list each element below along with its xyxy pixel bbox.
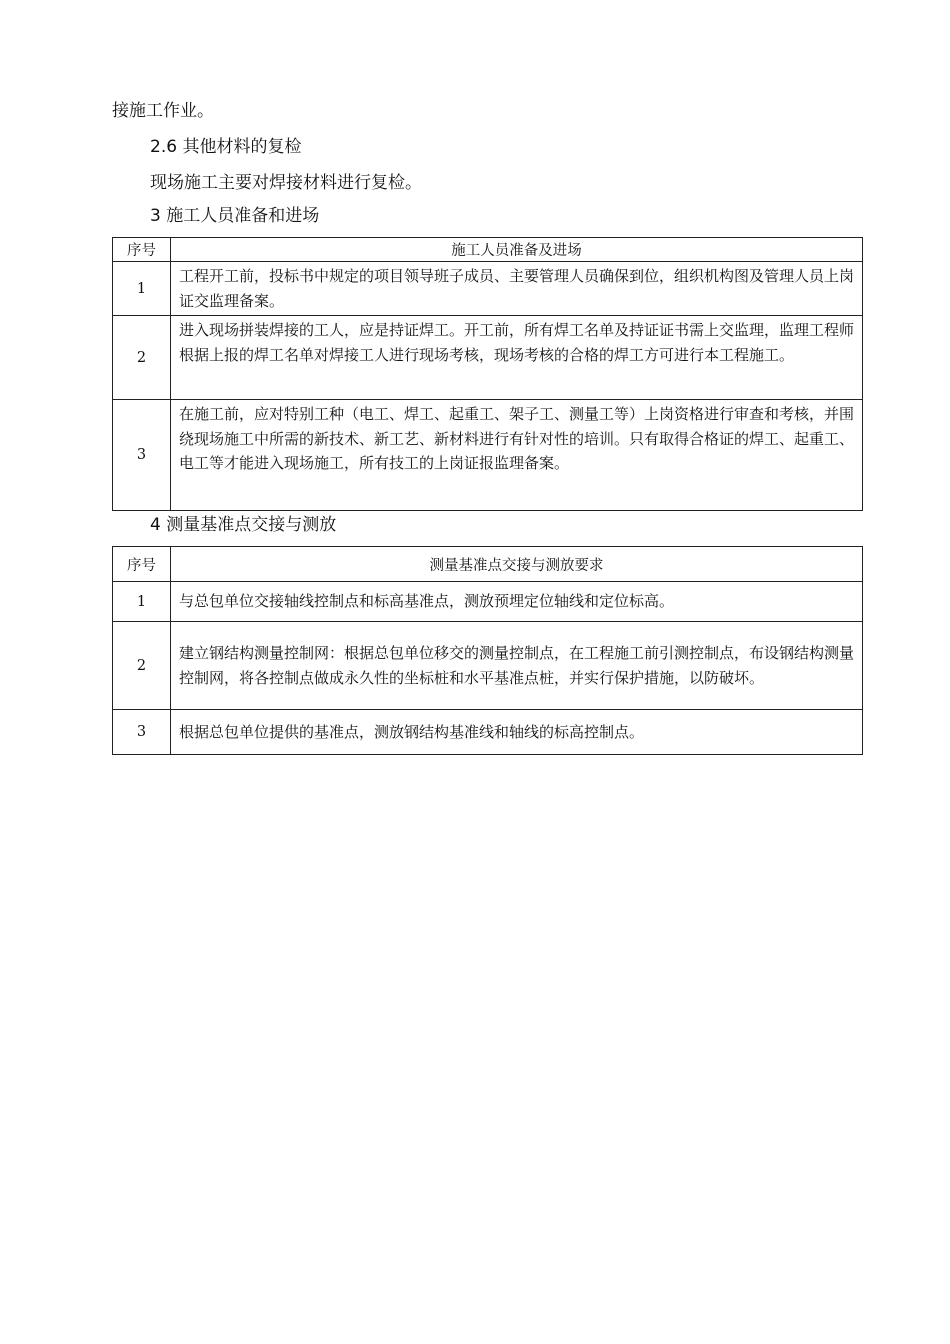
row-number: 3 [113,400,171,511]
row-number: 1 [113,262,171,316]
section-2-6-body: 现场施工主要对焊接材料进行复检。 [150,173,422,193]
row-text: 与总包单位交接轴线控制点和标高基准点，测放预埋定位轴线和定位标高。 [171,582,863,622]
continuation-text: 接施工作业。 [112,101,214,121]
table-row [113,622,863,710]
table-row [113,582,863,622]
table-row [113,400,863,511]
section-2-6-heading: 2.6 其他材料的复检 [150,137,302,157]
section-4-heading: 4 测量基准点交接与测放 [150,515,337,535]
table-row [113,262,863,316]
row-text: 工程开工前，投标书中规定的项目领导班子成员、主要管理人员确保到位，组织机构图及管理人员上岗证交监理备案。 [171,262,863,316]
column-header-content: 施工人员准备及进场 [171,238,863,262]
column-header-number: 序号 [113,547,171,582]
row-number: 3 [113,710,171,755]
row-text: 建立钢结构测量控制网：根据总包单位移交的测量控制点，在工程施工前引测控制点，布设钢结构测量控制网，将各控制点做成永久性的坐标桩和水平基准点桩，并实行保护措施，以防破坏。 [171,622,863,710]
table-row [113,316,863,400]
row-number: 2 [113,622,171,710]
table-row [113,710,863,755]
column-header-content: 测量基准点交接与测放要求 [171,547,863,582]
personnel-table [112,237,863,511]
column-header-number: 序号 [113,238,171,262]
survey-table [112,546,863,755]
row-text: 在施工前，应对特别工种（电工、焊工、起重工、架子工、测量工等）上岗资格进行审查和考核，并围绕现场施工中所需的新技术、新工艺、新材料进行有针对性的培训。只有取得合格证的焊工、起重工、电工等才能进入现场施工，所有技工的上岗证报监理备案。 [171,400,863,511]
row-text: 根据总包单位提供的基准点，测放钢结构基准线和轴线的标高控制点。 [171,710,863,755]
table-header-row [113,547,863,582]
section-3-heading: 3 施工人员准备和进场 [150,206,320,226]
row-number: 1 [113,582,171,622]
row-text: 进入现场拼装焊接的工人，应是持证焊工。开工前，所有焊工名单及持证证书需上交监理，监理工程师根据上报的焊工名单对焊接工人进行现场考核，现场考核的合格的焊工方可进行本工程施工。 [171,316,863,400]
row-number: 2 [113,316,171,400]
table-header-row [113,238,863,262]
